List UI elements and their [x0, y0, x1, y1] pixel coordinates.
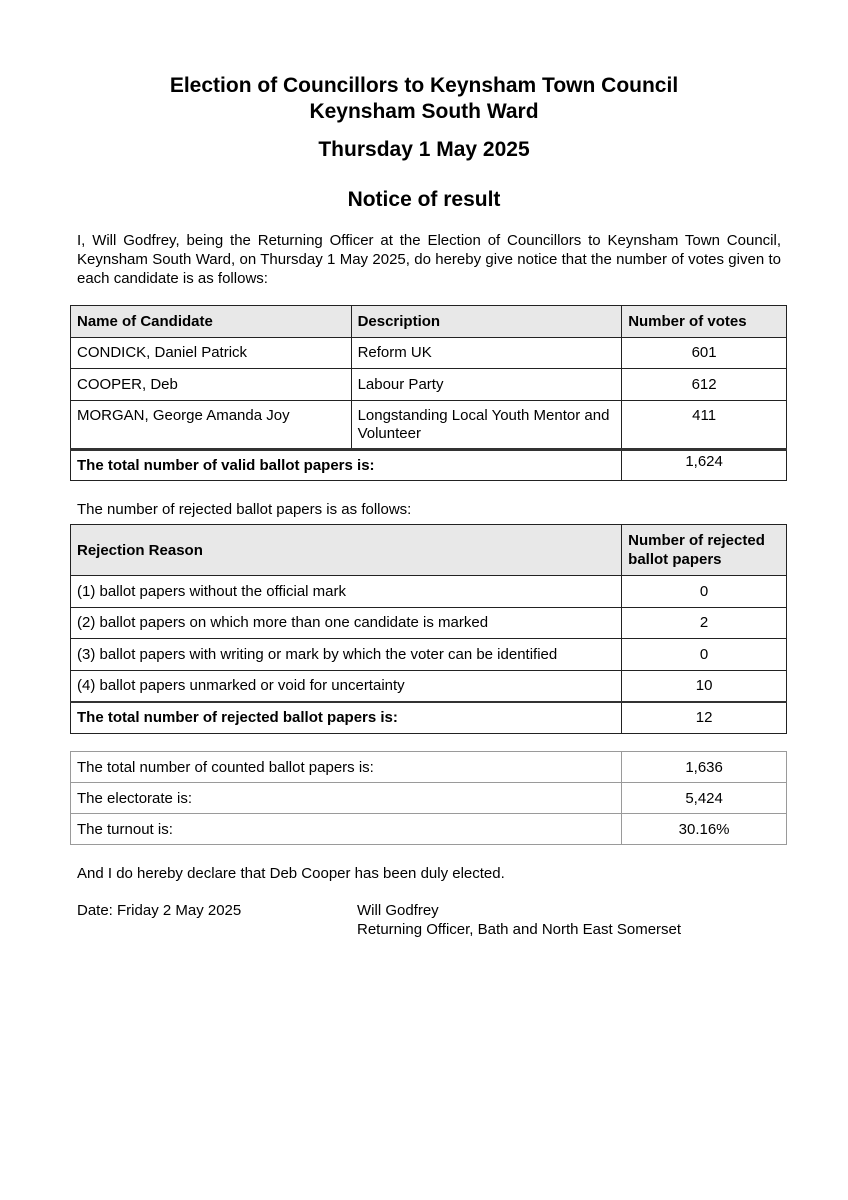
candidate-name: COOPER, Deb	[71, 369, 352, 401]
table-row	[71, 639, 787, 671]
candidate-description: Longstanding Local Youth Mentor and Volunteer	[351, 400, 622, 449]
rejection-reason: (2) ballot papers on which more than one candidate is marked	[71, 607, 622, 639]
intro-paragraph: I, Will Godfrey, being the Returning Officer at the Election of Councillors to Keynsham Town Council, Keynsham South Ward, on Thursday 1 May 2025, do hereby give notice that the number of votes given to each candidate is as follows:	[77, 232, 781, 287]
total-valid-value: 1,624	[622, 449, 787, 481]
title-line-2: Keynsham South Ward	[309, 100, 539, 123]
table-row	[71, 369, 787, 401]
table-header-row	[71, 525, 787, 576]
table-row	[71, 576, 787, 608]
total-rejected-label: The total number of rejected ballot papers is:	[71, 702, 622, 734]
counted-value: 1,636	[622, 752, 787, 783]
candidate-votes: 601	[622, 337, 787, 369]
table-row	[71, 670, 787, 702]
table-row	[71, 337, 787, 369]
counted-label: The total number of counted ballot papers is:	[71, 752, 622, 783]
candidate-votes: 411	[622, 400, 787, 449]
table-header-row	[71, 306, 787, 338]
rejection-count: 10	[622, 670, 787, 702]
summary-table	[70, 751, 787, 845]
rejection-reason: (4) ballot papers unmarked or void for uncertainty	[71, 670, 622, 702]
column-header: Rejection Reason	[71, 525, 622, 576]
column-header: Number of rejected ballot papers	[622, 525, 787, 576]
table-row	[71, 814, 787, 845]
total-valid-row	[71, 449, 787, 481]
rejection-count: 0	[622, 576, 787, 608]
rejection-reason: (3) ballot papers with writing or mark by which the voter can be identified	[71, 639, 622, 671]
candidates-table	[70, 305, 787, 481]
rejection-count: 0	[622, 639, 787, 671]
total-rejected-value: 12	[622, 702, 787, 734]
election-date: Thursday 1 May 2025	[318, 138, 530, 161]
turnout-value: 30.16%	[622, 814, 787, 845]
candidate-description: Reform UK	[351, 337, 622, 369]
declaration: And I do hereby declare that Deb Cooper has been duly elected.	[77, 865, 505, 882]
candidate-name: CONDICK, Daniel Patrick	[71, 337, 352, 369]
table-row	[71, 783, 787, 814]
notice-heading: Notice of result	[347, 188, 501, 211]
candidate-description: Labour Party	[351, 369, 622, 401]
candidate-votes: 612	[622, 369, 787, 401]
table-row	[71, 607, 787, 639]
title-line-1: Election of Councillors to Keynsham Town Council	[169, 74, 679, 97]
column-header: Number of votes	[622, 306, 787, 338]
officer-name: Will Godfrey	[357, 902, 439, 919]
electorate-value: 5,424	[622, 783, 787, 814]
table-row	[71, 752, 787, 783]
candidate-name: MORGAN, George Amanda Joy	[71, 400, 352, 449]
electorate-label: The electorate is:	[71, 783, 622, 814]
column-header: Description	[351, 306, 622, 338]
declaration-date: Date: Friday 2 May 2025	[77, 902, 242, 919]
total-valid-label: The total number of valid ballot papers is:	[71, 449, 622, 481]
column-header: Name of Candidate	[71, 306, 352, 338]
rejected-table	[70, 524, 787, 734]
rejection-reason: (1) ballot papers without the official mark	[71, 576, 622, 608]
table-row	[71, 400, 787, 449]
rejected-intro: The number of rejected ballot papers is as follows:	[77, 501, 412, 518]
rejection-count: 2	[622, 607, 787, 639]
total-rejected-row	[71, 702, 787, 734]
officer-title: Returning Officer, Bath and North East Somerset	[357, 921, 682, 938]
turnout-label: The turnout is:	[71, 814, 622, 845]
